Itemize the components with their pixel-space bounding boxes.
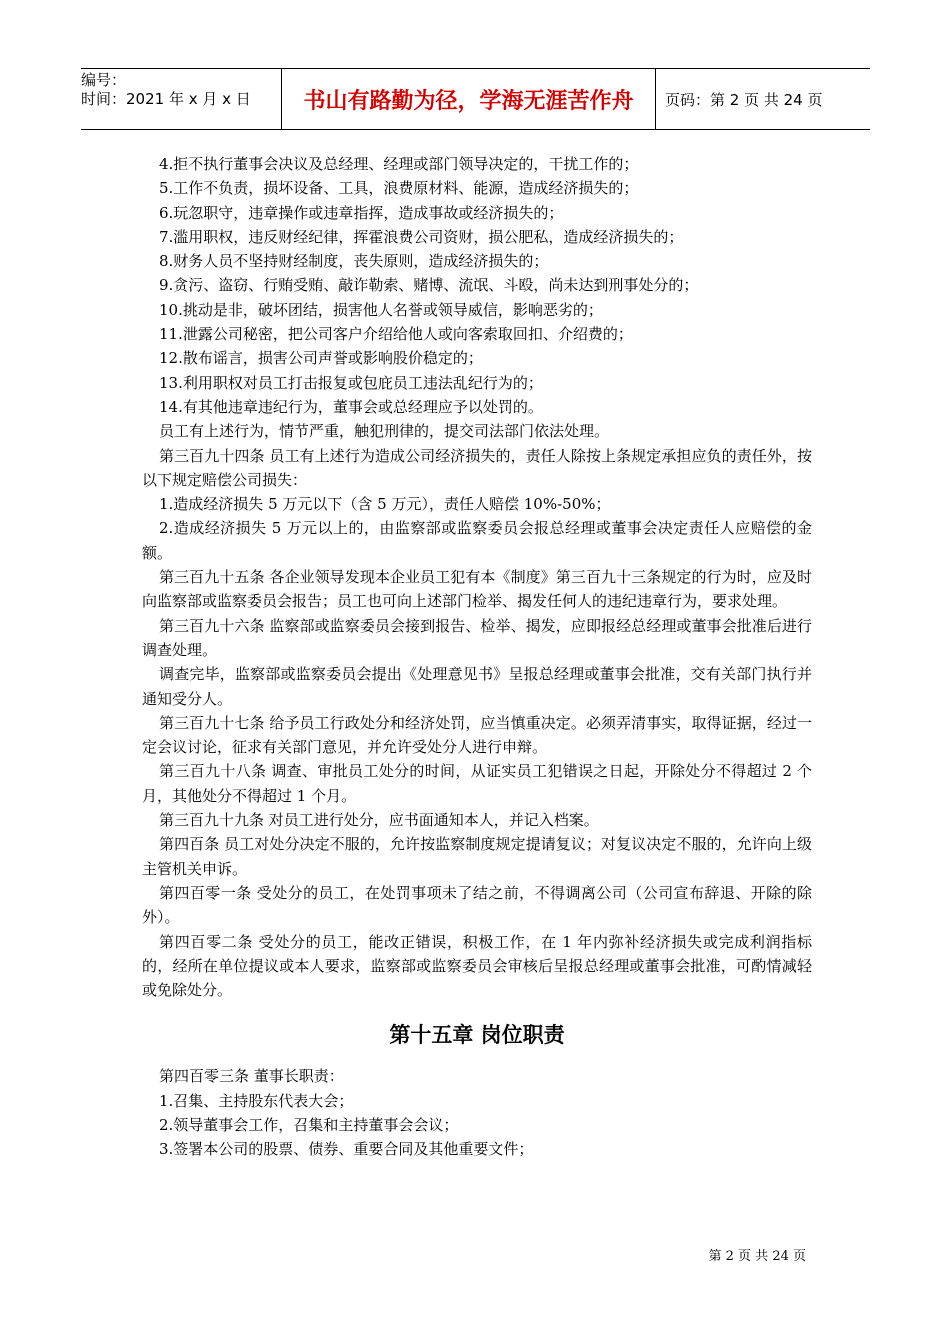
body-paragraph: 第四百零一条 受处分的员工，在处罚事项未了结之前，不得调离公司（公司宣布辞退、开除的除外）。 — [142, 883, 812, 927]
body-paragraph: 11.泄露公司秘密，把公司客户介绍给他人或向客索取回扣、介绍费的； — [159, 325, 633, 344]
body-paragraph: 8.财务人员不坚持财经制度，丧失原则，造成经济损失的； — [159, 252, 549, 271]
body-paragraph: 第三百九十七条 给予员工行政处分和经济处罚，应当慎重决定。必须弄清事实，取得证据，经过一定会议讨论，征求有关部门意见，并允许受处分人进行申辩。 — [142, 713, 812, 757]
body-paragraph: 10.挑动是非，破坏团结，损害他人名誉或领导威信，影响恶劣的； — [159, 300, 603, 319]
body-paragraph: 4.拒不执行董事会决议及总经理、经理或部门领导决定的，干扰工作的； — [159, 155, 639, 173]
body-paragraph: 1.召集、主持股东代表大会； — [159, 1091, 354, 1110]
body-paragraph: 调查完毕，监察部或监察委员会提出《处理意见书》呈报总经理或董事会批准，交有关部门执行并通知受分人。 — [142, 665, 812, 708]
body-paragraph: 第三百九十六条 监察部或监察委员会接到报告、检举、揭发，应即报经总经理或董事会批准后进行调查处理。 — [142, 616, 812, 659]
body-paragraph: 第三百九十八条 调查、审批员工处分的时间，从证实员工犯错误之日起，开除处分不得超过 2 个月，其他处分不得超过 1 个月。 — [142, 762, 812, 805]
page-header — [81, 68, 870, 130]
body-paragraph: 9.贪污、盗窃、行贿受贿、敲诈勒索、赌博、流氓、斗殴，尚未达到刑事处分的； — [159, 276, 699, 295]
body-paragraph: 1.造成经济损失 5 万元以下（含 5 万元），责任人赔偿 10%-50%； — [159, 495, 611, 514]
chapter-title: 第十五章 岗位职责 — [389, 1023, 565, 1048]
page-footer: 第 2 页 共 24 页 — [708, 1249, 806, 1264]
body-paragraph: 5.工作不负责，损坏设备、工具，浪费原材料、能源，造成经济损失的； — [159, 179, 639, 198]
body-paragraph: 14.有其他违章违纪行为，董事会或总经理应予以处罚的。 — [159, 397, 543, 416]
header-info — [81, 69, 281, 131]
body-paragraph: 第四百零二条 受处分的员工，能改正错误，积极工作，在 1 年内弥补经济损失或完成利润指标的，经所在单位提议或本人要求，监察部或监察委员会审核后呈报总经理或董事会批准，可酌情减轻或免除处分。 — [142, 932, 812, 1000]
body-paragraph: 员工有上述行为，情节严重，触犯刑律的，提交司法部门依法处理。 — [159, 422, 610, 441]
body-paragraph: 第三百九十五条 各企业领导发现本企业员工犯有本《制度》第三百九十三条规定的行为时，应及时向监察部或监察委员会报告；员工也可向上述部门检举、揭发任何人的违纪违章行为，要求处理。 — [142, 568, 812, 611]
document-body — [142, 152, 812, 1162]
body-paragraph: 6.玩忽职守，违章操作或违章指挥，造成事故或经济损失的； — [159, 203, 564, 222]
body-paragraph: 3.签署本公司的股票、债券、重要合同及其他重要文件； — [159, 1140, 534, 1159]
document-time-label: 时间：2021 年 x 月 x 日 — [81, 90, 251, 108]
body-paragraph: 2.领导董事会工作，召集和主持董事会会议； — [159, 1115, 459, 1134]
document-number-label: 编号： — [81, 71, 127, 89]
body-paragraph: 第三百九十九条 对员工进行处分，应书面通知本人，并记入档案。 — [159, 811, 599, 830]
body-paragraph: 7.滥用职权，违反财经纪律，挥霍浪费公司资财，损公肥私，造成经济损失的； — [159, 227, 684, 246]
body-paragraph: 第三百九十四条 员工有上述行为造成公司经济损失的，责任人除按上条规定承担应负的责任外，按以下规定赔偿公司损失： — [142, 446, 812, 489]
body-paragraph: 第四百零三条 董事长职责： — [159, 1067, 344, 1086]
body-paragraph: 13.利用职权对员工打击报复或包庇员工违法乱纪行为的； — [159, 373, 543, 392]
paragraph-group-duties — [142, 1064, 812, 1161]
paragraph-group-discipline — [142, 152, 812, 1002]
body-paragraph: 12.散布谣言，损害公司声誉或影响股价稳定的； — [159, 349, 483, 368]
body-paragraph: 第四百条 员工对处分决定不服的，允许按监察制度规定提请复议；对复议决定不服的，允许向上级主管机关申诉。 — [142, 835, 812, 878]
body-paragraph: 2.造成经济损失 5 万元以上的，由监察部或监察委员会报总经理或董事会决定责任人应赔偿的金额。 — [142, 519, 812, 562]
header-motto: 书山有路勤为径，学海无涯苦作舟 — [281, 69, 656, 129]
header-page-number: 页码：第 2 页 共 24 页 — [665, 90, 823, 109]
